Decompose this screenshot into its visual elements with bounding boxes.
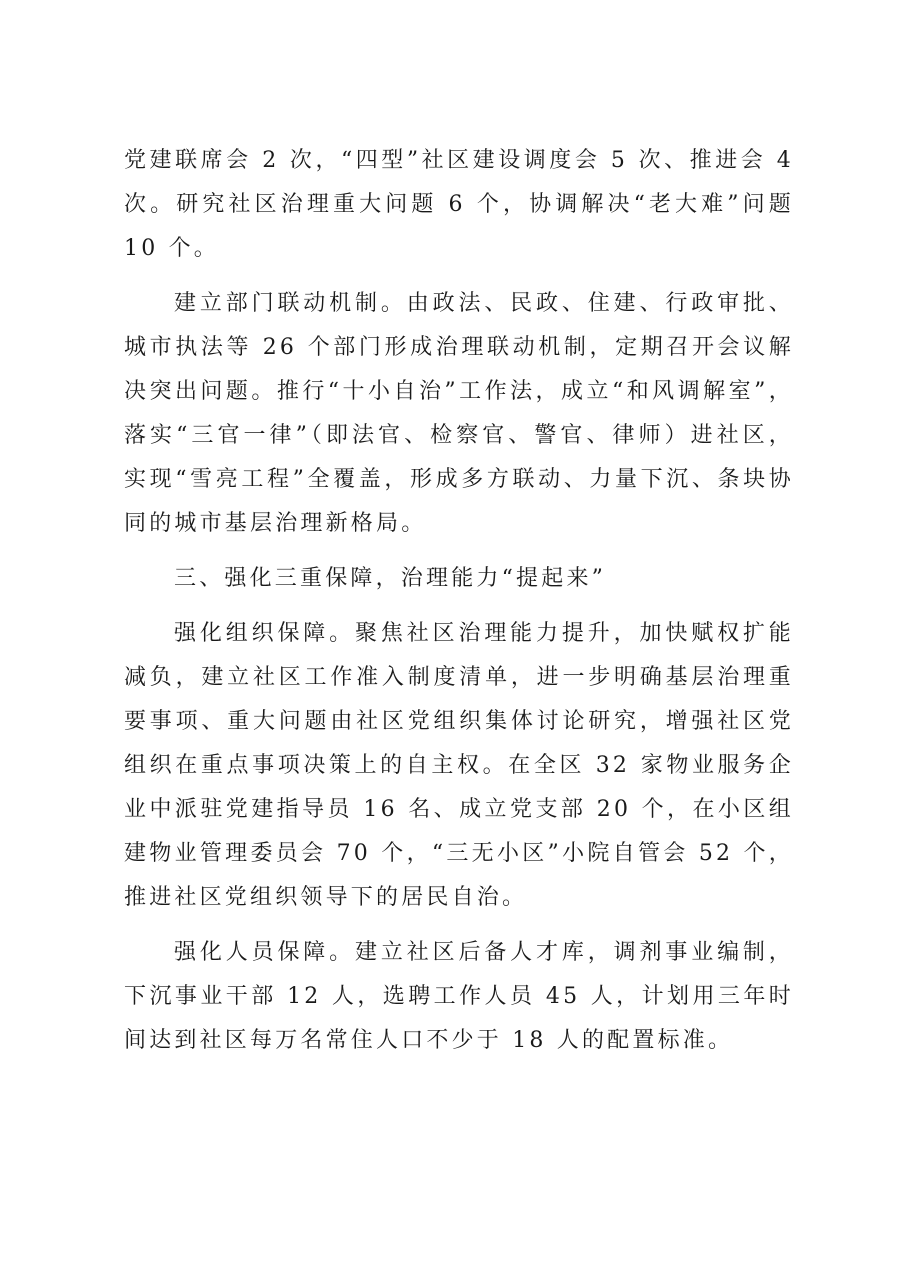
- paragraph-meeting-stats: 党建联席会 2 次，“四型”社区建设调度会 5 次、推进会 4 次。研究社区治理重大问题 6 个，协调解决“老大难”问题 10 个。: [124, 148, 794, 261]
- paragraph-organization-guarantee: 强化组织保障。聚焦社区治理能力提升，加快赋权扩能减负，建立社区工作准入制度清单，进一步明确基层治理重要事项、重大问题由社区党组织集体讨论研究，增强社区党组织在重点事项决策上的自主权。在全区 32 家物业服务企业中派驻党建指导员 16 名、成立党支部 20 个，在小区组建物业管理委员会 70 个，“三无小区”小院自管会 52 个，推进社区党组织领导下的居民自治。: [124, 621, 794, 910]
- paragraph-personnel-guarantee: 强化人员保障。建立社区后备人才库，调剂事业编制，下沉事业干部 12 人，选聘工作人员 45 人，计划用三年时间达到社区每万名常住人口不少于 18 人的配置标准。: [124, 940, 794, 1053]
- section-heading-three: 三、强化三重保障，治理能力“提起来”: [174, 566, 607, 591]
- paragraph-department-linkage: 建立部门联动机制。由政法、民政、住建、行政审批、城市执法等 26 个部门形成治理联动机制，定期召开会议解决突出问题。推行“十小自治”工作法，成立“和风调解室”，落实“三官一律”（即法官、检察官、警官、律师）进社区，实现“雪亮工程”全覆盖，形成多方联动、力量下沉、条块协同的城市基层治理新格局。: [124, 291, 794, 536]
- document-body: [124, 139, 794, 1074]
